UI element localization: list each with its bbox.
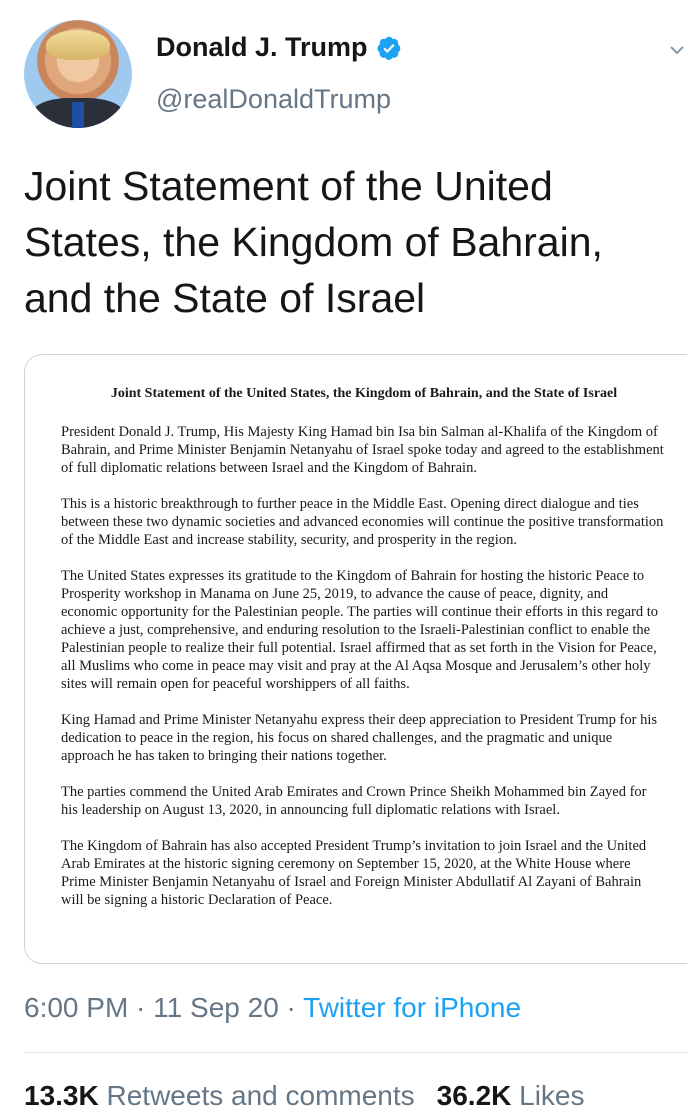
tweet-date[interactable]: 11 Sep 20 bbox=[153, 992, 279, 1023]
retweets-label: Retweets and comments bbox=[106, 1080, 415, 1111]
attached-image-card[interactable] bbox=[24, 354, 687, 964]
avatar-hair bbox=[46, 30, 110, 60]
likes-label: Likes bbox=[519, 1080, 585, 1111]
divider bbox=[24, 1052, 687, 1053]
tweet-text: Joint Statement of the United States, the Kingdom of Bahrain, and the State of Israel bbox=[24, 163, 603, 321]
avatar-tie bbox=[72, 102, 84, 128]
name-row[interactable] bbox=[156, 32, 402, 63]
verified-badge-icon bbox=[376, 35, 402, 61]
chevron-down-icon[interactable] bbox=[669, 42, 685, 58]
document-paragraph: King Hamad and Prime Minister Netanyahu express their deep appreciation to President Trump for his dedication to peace in the region, his focus on shared challenges, and the pragmatic and unique approach he has taken to bringing their nations together. bbox=[61, 712, 657, 764]
tweet-source-link[interactable]: Twitter for iPhone bbox=[303, 992, 522, 1023]
likes-count: 36.2K bbox=[436, 1080, 512, 1111]
document-paragraph: The United States expresses its gratitude to the Kingdom of Bahrain for hosting the historic Peace to Prosperity workshop in Manama on June 25, 2019, to advance the cause of peace, dignity, and economic opportunity for the Palestinian people. The parties will continue their efforts in this regard to achieve a just, comprehensive, and enduring resolution to the Israeli-Palestinian conflict to enable the Palestinian people to realize their full potential. Israel affirmed that as set forth in the Vision for Peace, all Muslims who come in peace may visit and pray at the Al Aqsa Mosque and Jerusalem’s other holy sites will remain open for peaceful worshippers of all faiths. bbox=[61, 568, 659, 692]
statement-document bbox=[61, 385, 667, 927]
tweet-meta bbox=[24, 992, 521, 1024]
retweets-count: 13.3K bbox=[24, 1080, 99, 1111]
document-paragraph: The Kingdom of Bahrain has also accepted President Trump’s invitation to join Israel and the United Arab Emirates at the historic signing ceremony on September 15, 2020, at the White House where Prime Minister Benjamin Netanyahu of Israel and Foreign Minister Abdullatif Al Zayani of Bahrain will be signing a historic Declaration of Peace. bbox=[61, 838, 647, 908]
document-title: Joint Statement of the United States, the Kingdom of Bahrain, and the State of Israel bbox=[110, 386, 618, 401]
handle[interactable]: @realDonaldTrump bbox=[156, 84, 391, 114]
tweet-time[interactable]: 6:00 PM bbox=[24, 992, 129, 1023]
display-name[interactable]: Donald J. Trump bbox=[156, 32, 368, 62]
document-paragraph: This is a historic breakthrough to further peace in the Middle East. Opening direct dialogue and ties between these two dynamic societies and advanced economies will continue the positive transformation of the Middle East and increase stability, security, and prosperity in the region. bbox=[61, 496, 664, 548]
document-paragraph: The parties commend the United Arab Emirates and Crown Prince Sheikh Mohammed bin Zayed for his leadership on August 13, 2020, in announcing full diplomatic relations with Israel. bbox=[61, 784, 647, 818]
tweet-header bbox=[24, 20, 687, 128]
likes-stat[interactable] bbox=[437, 1080, 585, 1111]
meta-separator: · bbox=[278, 992, 304, 1023]
retweets-stat[interactable] bbox=[24, 1080, 415, 1111]
tweet-stats bbox=[24, 1080, 585, 1112]
meta-separator: · bbox=[128, 992, 154, 1023]
avatar[interactable] bbox=[24, 20, 132, 128]
document-paragraph: President Donald J. Trump, His Majesty King Hamad bin Isa bin Salman al-Khalifa of the Kingdom of Bahrain, and Prime Minister Benjamin Netanyahu of Israel spoke today and agreed to the establishment of full diplomatic relations between Israel and the Kingdom of Bahrain. bbox=[61, 424, 664, 476]
